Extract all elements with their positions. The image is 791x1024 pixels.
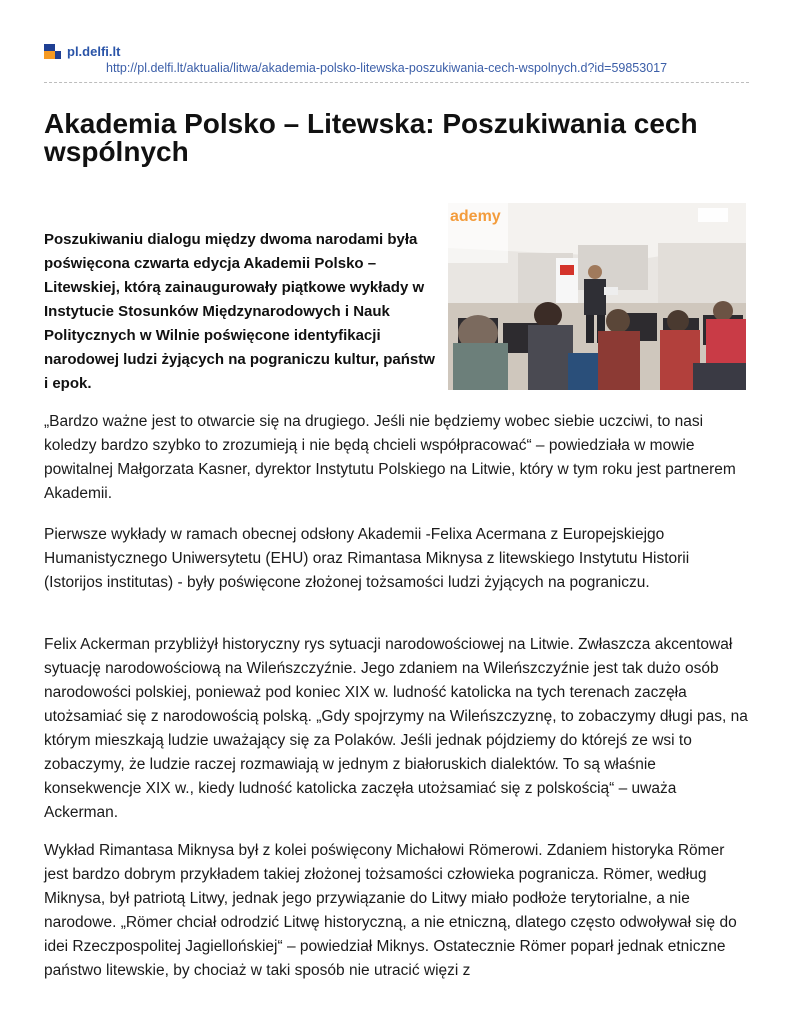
site-row bbox=[44, 42, 749, 60]
photo-sign-text: ademy bbox=[450, 208, 501, 225]
delfi-logo-icon bbox=[44, 44, 61, 59]
paragraph-3: Felix Ackerman przybliżył historyczny rys sytuacji narodowościowej na Litwie. Zwłaszcza akcentował sytuację narodowościową na Wileńszczyźnie. Jego zdaniem na Wileńszczyźnie jest tak dużo osób narodowości polskiej, ponieważ pod koniec XIX w. ludność katolicka na tych terenach zaczęła utożsamiać się z narodowością polską. „Gdy spojrzymy na Wileńszczyznę, to zobaczymy długi pas, na którym mieszkają ludzie uważający się za Polaków. Jeśli jednak pójdziemy do którejś ze wsi to zobaczymy, że ludzie raczej rozmawiają w jednym z białoruskich dialektów. To są właśnie konsekwencje XIX w., kiedy ludność katolicka zaczęła utożsamiać się z polskością“ – uważa Ackerman. bbox=[44, 636, 748, 821]
page-header bbox=[44, 42, 749, 75]
article-lead: Poszukiwaniu dialogu między dwoma narodami była poświęcona czwarta edycja Akademii Polsko – Litewskiej, którą zainaugurowały piątkowe wykłady w Instytucie Stosunków Międzynarodowych i Nauk Politycznych w Wilnie poświęcone identyfikacji narodowej ludzi żyjących na pograniczu kultur, państw i epok. bbox=[44, 231, 435, 392]
source-url[interactable]: http://pl.delfi.lt/aktualia/litwa/akademia-polsko-litewska-poszukiwania-cech-wspolnych.d?id=59853017 bbox=[106, 61, 668, 75]
article-photo bbox=[448, 203, 746, 390]
site-name[interactable]: pl.delfi.lt bbox=[67, 43, 121, 59]
paragraph-2: Pierwsze wykłady w ramach obecnej odsłony Akademii -Felixa Acermana z Europejskiejgo Humanistycznego Uniwersytetu (EHU) oraz Rimantasa Miknysa z litewskiego Instytutu Historii (Istorijos institutas) - były poświęcone złożonej tożsamości ludzi żyjących na pograniczu. bbox=[44, 526, 690, 591]
article-title: Akademia Polsko – Litewska: Poszukiwania cech wspólnych bbox=[44, 108, 698, 167]
paragraph-1: „Bardzo ważne jest to otwarcie się na drugiego. Jeśli nie będziemy wobec siebie uczciwi, to nasi koledzy bardzo szybko to zrozumieją i nie będą chcieli współpracować“ – powiedziała w mowie powitalnej Małgorzata Kasner, dyrektor Instytutu Polskiego na Litwie, który w tym roku jest partnerem Akademii. bbox=[44, 413, 736, 502]
paragraph-4: Wykład Rimantasa Miknysa był z kolei poświęcony Michałowi Römerowi. Zdaniem historyka Römer jest bardzo dobrym przykładem takiej złożonej tożsamości człowieka pogranicza. Römer, według Miknysa, był patriotą Litwy, jednak jego przywiązanie do Litwy miało podłoże terytorialne, a nie narodowe. „Römer chciał odrodzić Litwę historyczną, a nie etniczną, dlatego często odwoływał się do idei Rzeczpospolitej Jagiellońskiej“ – powiedział Miknys. Ostatecznie Römer poparł jednak etniczne państwo litewskie, by chociaż w taki sposób nie utracić więzi z bbox=[44, 842, 737, 979]
header-divider bbox=[44, 82, 749, 83]
